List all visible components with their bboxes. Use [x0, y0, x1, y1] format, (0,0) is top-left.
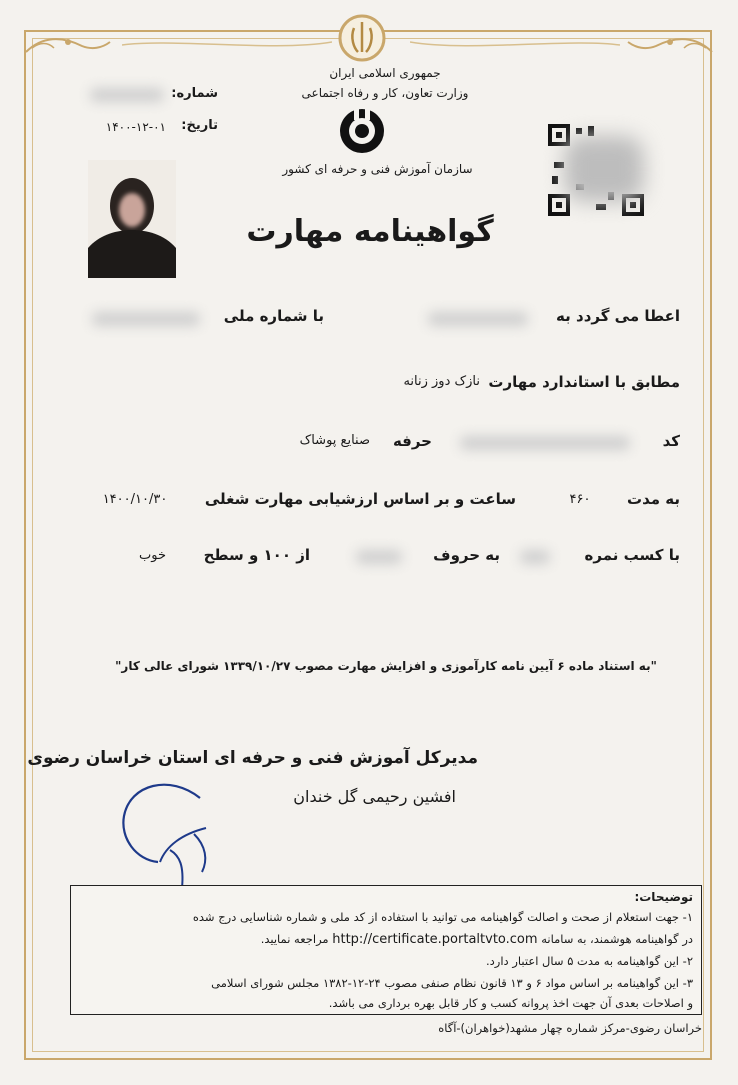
out-of-label: از ۱۰۰ و سطح — [203, 546, 310, 564]
number-redacted — [90, 88, 164, 102]
score-letters-redacted — [356, 550, 402, 564]
ornament-left-icon — [22, 28, 112, 68]
tvto-logo-icon — [334, 104, 390, 158]
duration-value: ۴۶۰ — [569, 492, 591, 507]
hours-label: ساعت و بر اساس ارزشیابی مهارت شغلی — [204, 490, 516, 508]
granted-label: اعطا می گردد به — [556, 307, 680, 325]
note-line-1: ۱- جهت استعلام از صحت و اصالت گواهینامه می توانید با استفاده از کد ملی و شماره شناسایی درج شده — [192, 910, 693, 924]
certificate-url-link[interactable]: http://certificate.portaltvto.com — [332, 932, 538, 947]
signatory-title: مدیرکل آموزش فنی و حرفه ای استان خراسان رضوی — [27, 748, 478, 768]
trade-value: صنایع پوشاک — [299, 433, 370, 448]
standard-value: نازک دوز زنانه — [403, 374, 480, 389]
date-value: ۱۴۰۰-۱۲-۰۱ — [105, 120, 166, 134]
header-line1: جمهوری اسلامی ایران — [329, 66, 441, 80]
trade-label: حرفه — [392, 432, 432, 450]
score-redacted — [520, 550, 550, 564]
note-line-2 — [261, 932, 693, 947]
ornament-line-right-icon — [410, 38, 620, 52]
qr-redacted — [564, 136, 644, 202]
national-id-label: با شماره ملی — [223, 307, 324, 325]
notes-heading: توضیحات: — [634, 890, 693, 904]
certificate-title: گواهینامه مهارت — [246, 214, 494, 249]
holder-photo — [88, 160, 176, 278]
duration-label: به مدت — [627, 490, 680, 508]
footer-text: خراسان رضوی-مرکز شماره چهار مشهد(خواهران)-آگاه — [438, 1021, 702, 1035]
org-name: سازمان آموزش فنی و حرفه ای کشور — [282, 162, 473, 176]
header-line2: وزارت تعاون، کار و رفاه اجتماعی — [301, 86, 469, 100]
holder-name-redacted — [428, 312, 528, 326]
in-letters-label: به حروف — [433, 546, 500, 564]
signature-icon — [110, 776, 230, 896]
person-icon — [88, 160, 176, 278]
note-line-2a: در گواهینامه هوشمند، به سامانه — [541, 932, 693, 946]
note-line-4: ۳- این گواهینامه بر اساس مواد ۶ و ۱۳ قانون نظام صنفی مصوب ۲۴-۱۲-۱۳۸۲ مجلس شورای اسلامی — [211, 976, 693, 990]
notes-box — [70, 885, 702, 1015]
date-label: تاریخ: — [181, 118, 218, 133]
citation-text: "به استناد ماده ۶ آیین نامه کارآموزی و افزایش مهارت مصوب ۱۳۳۹/۱۰/۲۷ شورای عالی کار" — [115, 659, 657, 673]
ornament-right-icon — [626, 28, 716, 68]
national-id-redacted — [92, 312, 200, 326]
iran-emblem-icon — [336, 12, 388, 64]
ornament-line-left-icon — [122, 38, 332, 52]
exam-date: ۱۴۰۰/۱۰/۳۰ — [102, 492, 168, 507]
note-line-2b: مراجعه نمایید. — [260, 932, 329, 946]
note-line-5: و اصلاحات بعدی آن جهت اخذ پروانه کسب و کار قابل بهره برداری می باشد. — [328, 996, 693, 1010]
standard-label: مطابق با استاندارد مهارت — [488, 373, 680, 391]
code-label: کد — [662, 432, 680, 450]
note-line-3: ۲- این گواهینامه به مدت ۵ سال اعتبار دارد. — [486, 954, 693, 968]
level-value: خوب — [139, 548, 166, 563]
score-label: با کسب نمره — [584, 546, 680, 564]
qr-code — [546, 122, 646, 218]
code-redacted — [460, 436, 630, 450]
number-label: شماره: — [171, 86, 218, 101]
signatory-name: افشین رحیمی گل خندان — [293, 787, 456, 806]
